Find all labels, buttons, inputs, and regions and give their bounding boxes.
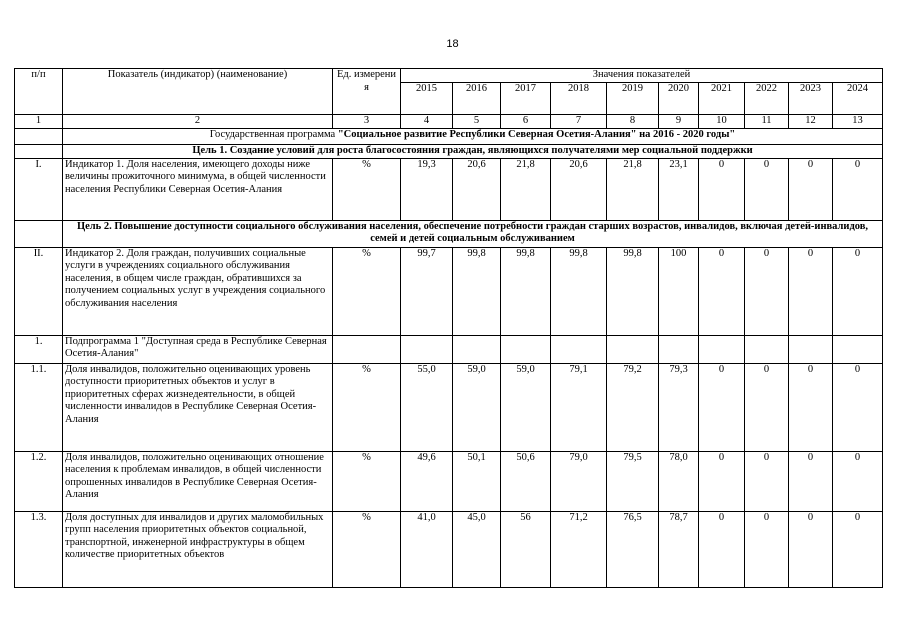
value-cell: 99,8 xyxy=(607,247,659,335)
header-values: Значения показателей xyxy=(401,69,883,83)
value-cell: 59,0 xyxy=(453,363,501,451)
value-cell: 0 xyxy=(789,247,833,335)
value-cell: 0 xyxy=(833,511,883,587)
value-cell: 50,1 xyxy=(453,451,501,511)
year-cell: 2020 xyxy=(659,83,699,115)
header-row-1 xyxy=(15,69,883,83)
row-number: 1.3. xyxy=(15,511,63,587)
row-number: II. xyxy=(15,247,63,335)
value-cell: 71,2 xyxy=(551,511,607,587)
year-cell: 2017 xyxy=(501,83,551,115)
value-cell: 79,0 xyxy=(551,451,607,511)
table-row xyxy=(15,158,883,220)
col-index: 5 xyxy=(453,115,501,129)
value-cell: 79,1 xyxy=(551,363,607,451)
indicator-name: Индикатор 1. Доля населения, имеющего доходы ниже величины прожиточного минимума, в общей численности населения Республики Северная Осетия-Алания xyxy=(63,158,333,220)
value-cell: 99,8 xyxy=(453,247,501,335)
year-cell: 2019 xyxy=(607,83,659,115)
value-cell: 0 xyxy=(789,511,833,587)
unit: % xyxy=(333,451,401,511)
col-index: 9 xyxy=(659,115,699,129)
value-cell: 0 xyxy=(833,158,883,220)
page-number: 18 xyxy=(446,38,459,50)
subprogram-name: Подпрограмма 1 "Доступная среда в Республике Северная Осетия-Алания" xyxy=(63,335,333,363)
unit: % xyxy=(333,363,401,451)
value-cell: 78,7 xyxy=(659,511,699,587)
col-index: 7 xyxy=(551,115,607,129)
value-cell: 21,8 xyxy=(501,158,551,220)
col-index: 13 xyxy=(833,115,883,129)
value-cell: 0 xyxy=(745,511,789,587)
subprogram-row xyxy=(15,335,883,363)
unit: % xyxy=(333,158,401,220)
goal-2: Цель 2. Повышение доступности социального обслуживания населения, обеспечение потребности граждан старших возрастов, инвалидов, включая детей-инвалидов, семей и детей социальным обслуживанием xyxy=(63,220,883,247)
value-cell: 79,5 xyxy=(607,451,659,511)
indicator-name: Доля инвалидов, положительно оценивающих отношение населения к проблемам инвалидов, в общей численности опрошенных инвалидов в Республике Северная Осетия-Алания xyxy=(63,451,333,511)
program-title-row xyxy=(15,128,883,144)
col-index: 6 xyxy=(501,115,551,129)
goal-1-row xyxy=(15,144,883,158)
column-index-row xyxy=(15,115,883,129)
value-cell: 0 xyxy=(699,158,745,220)
indicator-name: Индикатор 2. Доля граждан, получивших социальные услуги в учреждениях социального обслуживания населения, в общем числе граждан, обратившихся за получением социальных услуг в учреждения социального обслуживания населения xyxy=(63,247,333,335)
year-cell: 2015 xyxy=(401,83,453,115)
table-row xyxy=(15,451,883,511)
value-cell: 99,7 xyxy=(401,247,453,335)
col-index: 3 xyxy=(333,115,401,129)
program-title-bold: "Социальное развитие Республики Северная Осетия-Алания" на 2016 - 2020 годы" xyxy=(337,128,736,140)
col-index: 4 xyxy=(401,115,453,129)
value-cell: 78,0 xyxy=(659,451,699,511)
value-cell: 0 xyxy=(745,363,789,451)
header-name: Показатель (индикатор) (наименование) xyxy=(63,69,333,115)
value-cell: 0 xyxy=(745,158,789,220)
row-number: 1.2. xyxy=(15,451,63,511)
value-cell: 100 xyxy=(659,247,699,335)
value-cell: 59,0 xyxy=(501,363,551,451)
year-cell: 2021 xyxy=(699,83,745,115)
row-number: I. xyxy=(15,158,63,220)
goal-1: Цель 1. Создание условий для роста благосостояния граждан, являющихся получателями мер социальной поддержки xyxy=(63,144,883,158)
year-cell: 2022 xyxy=(745,83,789,115)
value-cell: 45,0 xyxy=(453,511,501,587)
value-cell: 0 xyxy=(833,363,883,451)
value-cell: 23,1 xyxy=(659,158,699,220)
value-cell: 79,2 xyxy=(607,363,659,451)
value-cell: 50,6 xyxy=(501,451,551,511)
indicator-name: Доля доступных для инвалидов и других маломобильных групп населения приоритетных объектов социальной, транспортной, инженерной инфраструктуры в общем количестве приоритетных объектов xyxy=(63,511,333,587)
col-index: 11 xyxy=(745,115,789,129)
row-number: 1.1. xyxy=(15,363,63,451)
value-cell: 0 xyxy=(833,451,883,511)
value-cell: 0 xyxy=(789,451,833,511)
value-cell: 0 xyxy=(745,247,789,335)
table-row xyxy=(15,247,883,335)
value-cell: 49,6 xyxy=(401,451,453,511)
value-cell: 41,0 xyxy=(401,511,453,587)
unit: % xyxy=(333,511,401,587)
col-index: 12 xyxy=(789,115,833,129)
program-title-plain: Государственная программа xyxy=(209,128,338,140)
value-cell: 0 xyxy=(789,363,833,451)
value-cell: 76,5 xyxy=(607,511,659,587)
value-cell: 55,0 xyxy=(401,363,453,451)
indicators-table xyxy=(14,68,883,588)
unit: % xyxy=(333,247,401,335)
value-cell: 99,8 xyxy=(501,247,551,335)
value-cell: 0 xyxy=(699,511,745,587)
goal-2-row xyxy=(15,220,883,247)
program-title xyxy=(63,128,883,144)
value-cell: 0 xyxy=(699,451,745,511)
col-index: 1 xyxy=(15,115,63,129)
row-number: 1. xyxy=(15,335,63,363)
value-cell: 20,6 xyxy=(453,158,501,220)
value-cell: 0 xyxy=(745,451,789,511)
value-cell: 0 xyxy=(699,247,745,335)
table-row xyxy=(15,511,883,587)
value-cell: 0 xyxy=(833,247,883,335)
value-cell: 99,8 xyxy=(551,247,607,335)
header-num: п/п xyxy=(15,69,63,115)
value-cell: 56 xyxy=(501,511,551,587)
indicator-name: Доля инвалидов, положительно оценивающих уровень доступности приоритетных объектов и услуг в приоритетных сферах жизнедеятельности, в общей численности инвалидов в Республике Северная Осетия-Алания xyxy=(63,363,333,451)
col-index: 10 xyxy=(699,115,745,129)
value-cell: 21,8 xyxy=(607,158,659,220)
table-row xyxy=(15,363,883,451)
col-index: 2 xyxy=(63,115,333,129)
value-cell: 19,3 xyxy=(401,158,453,220)
col-index: 8 xyxy=(607,115,659,129)
year-cell: 2024 xyxy=(833,83,883,115)
year-cell: 2023 xyxy=(789,83,833,115)
value-cell: 79,3 xyxy=(659,363,699,451)
year-cell: 2016 xyxy=(453,83,501,115)
value-cell: 0 xyxy=(699,363,745,451)
year-cell: 2018 xyxy=(551,83,607,115)
header-unit: Ед. измерени я xyxy=(333,69,401,115)
value-cell: 0 xyxy=(789,158,833,220)
value-cell: 20,6 xyxy=(551,158,607,220)
